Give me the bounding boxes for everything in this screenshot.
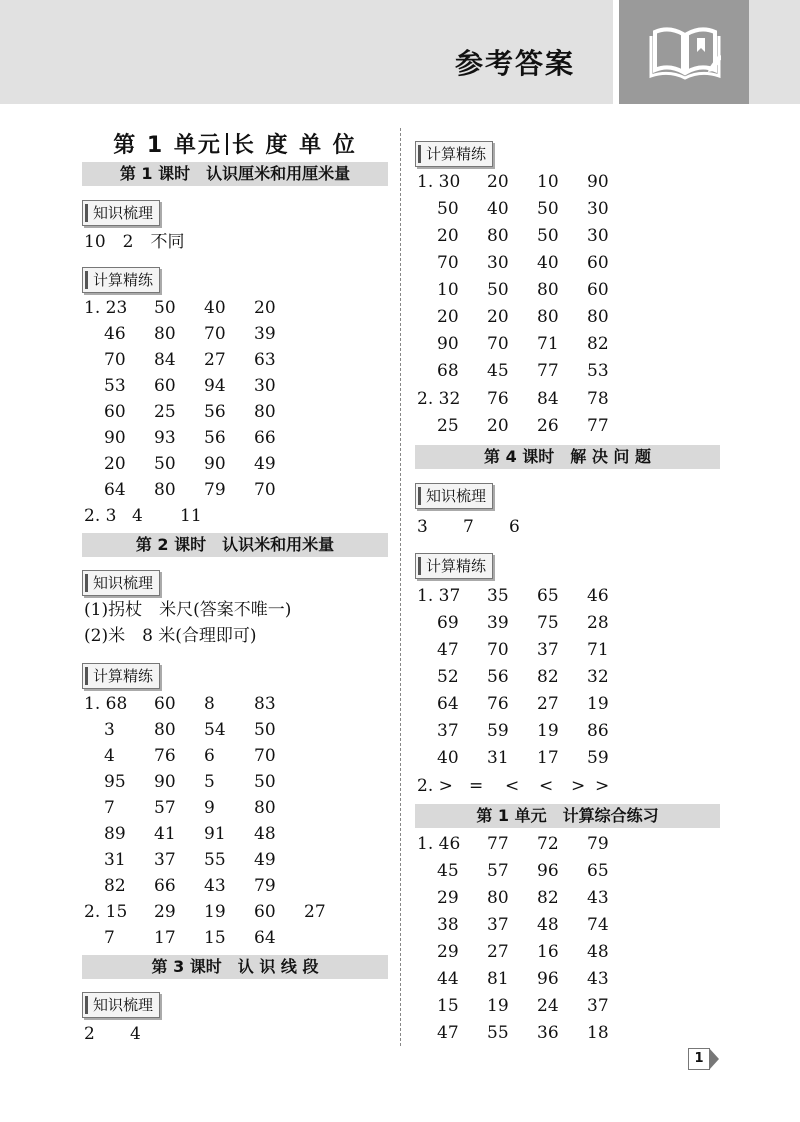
- answer-value: 80: [487, 226, 509, 246]
- answer-value: 30: [254, 376, 276, 396]
- answer-value: 2. 15: [84, 902, 128, 922]
- answer-value: 27: [304, 902, 326, 922]
- answer-value: 80: [587, 307, 609, 327]
- practice-tag: 计算精练: [82, 267, 160, 293]
- answer-value: 60: [587, 253, 609, 273]
- answer-value: 60: [154, 694, 176, 714]
- answer-value: 45: [487, 361, 509, 381]
- answer-value: <: [505, 776, 520, 796]
- answer-row: [415, 994, 715, 1018]
- answer-row: [415, 638, 715, 662]
- answer-value: 5: [204, 772, 215, 792]
- answer-value: 43: [587, 969, 609, 989]
- answer-value: 82: [537, 667, 559, 687]
- lesson-4-title: 第 4 课时 解 决 问 题: [415, 445, 720, 469]
- answer-value: 50: [487, 280, 509, 300]
- answer-value: 10: [537, 172, 559, 192]
- answer-row: [415, 886, 715, 910]
- answer-value: 53: [587, 361, 609, 381]
- answer-row: [415, 832, 715, 856]
- answer-value: 49: [254, 454, 276, 474]
- answer-row: [82, 692, 382, 716]
- answer-value: 44: [437, 969, 459, 989]
- answer-row: [82, 504, 382, 528]
- answer-value: 1. 23: [84, 298, 128, 318]
- answer-value: 82: [537, 888, 559, 908]
- answer-value: 46: [587, 586, 609, 606]
- answer-row: [82, 900, 382, 924]
- answer-value: 50: [537, 199, 559, 219]
- answer-row: [82, 478, 382, 502]
- answer-value: 2. 3: [84, 506, 117, 526]
- answer-value: 40: [487, 199, 509, 219]
- answer-value: 90: [204, 454, 226, 474]
- answer-value: 70: [437, 253, 459, 273]
- page-title: 参考答案: [455, 47, 576, 80]
- answer-value: 20: [437, 226, 459, 246]
- answer-value: 7: [463, 517, 474, 537]
- unit-title: [82, 128, 388, 159]
- answer-row: [415, 967, 715, 991]
- answer-row: [82, 322, 382, 346]
- answer-value: 29: [154, 902, 176, 922]
- answer-value: 70: [254, 480, 276, 500]
- knowledge-tag: 知识梳理: [82, 200, 160, 226]
- answer-value: 2. >: [417, 776, 453, 796]
- header-icon-box: [613, 0, 749, 104]
- answer-value: 8: [204, 694, 215, 714]
- answer-value: 69: [437, 613, 459, 633]
- answer-row: [82, 718, 382, 742]
- answer-row: [415, 665, 715, 689]
- answer-value: 36: [537, 1023, 559, 1043]
- answer-value: 50: [154, 298, 176, 318]
- answer-value: 81: [487, 969, 509, 989]
- answer-value: 1. 30: [417, 172, 461, 192]
- answer-value: 83: [254, 694, 276, 714]
- answer-value: 74: [587, 915, 609, 935]
- answer-value: 80: [154, 720, 176, 740]
- knowledge-answer-1: (1)拐杖 米尺(答案不唯一): [84, 600, 292, 620]
- answer-value: 52: [437, 667, 459, 687]
- lesson-1-title: 第 1 课时 认识厘米和用厘米量: [82, 162, 388, 186]
- practice-tag: 计算精练: [82, 663, 160, 689]
- knowledge-answer: 10 2 不同: [84, 232, 185, 252]
- answer-value: 70: [487, 640, 509, 660]
- answer-value: 29: [437, 888, 459, 908]
- answer-value: 84: [537, 389, 559, 409]
- answer-row: [82, 348, 382, 372]
- answer-value: 71: [537, 334, 559, 354]
- answer-row: [415, 332, 715, 356]
- answer-value: 53: [104, 376, 126, 396]
- answer-value: 77: [587, 416, 609, 436]
- answer-value: 66: [154, 876, 176, 896]
- answer-value: 77: [537, 361, 559, 381]
- answer-value: =: [469, 776, 484, 796]
- answer-value: 28: [587, 613, 609, 633]
- answer-row: [415, 746, 715, 770]
- answer-value: 80: [537, 307, 559, 327]
- answer-value: 48: [254, 824, 276, 844]
- answer-value: 4: [104, 746, 115, 766]
- answer-value: 19: [204, 902, 226, 922]
- answer-value: 1. 46: [417, 834, 461, 854]
- answer-value: 37: [437, 721, 459, 741]
- answer-value: 40: [204, 298, 226, 318]
- answer-value: 65: [537, 586, 559, 606]
- answer-value: 60: [104, 402, 126, 422]
- answer-value: 37: [487, 915, 509, 935]
- answer-value: 79: [587, 834, 609, 854]
- answer-value: 76: [487, 389, 509, 409]
- answer-value: 96: [537, 969, 559, 989]
- answer-value: 80: [154, 480, 176, 500]
- answer-value: 50: [537, 226, 559, 246]
- answer-value: 93: [154, 428, 176, 448]
- answer-value: 76: [154, 746, 176, 766]
- answer-value: 20: [487, 172, 509, 192]
- knowledge-tag: 知识梳理: [415, 483, 493, 509]
- answer-value: 55: [204, 850, 226, 870]
- answer-row: [82, 426, 382, 450]
- answer-value: 90: [587, 172, 609, 192]
- answer-value: >: [571, 776, 586, 796]
- answer-value: 72: [537, 834, 559, 854]
- answer-value: 84: [154, 350, 176, 370]
- answer-row: [82, 796, 382, 820]
- answer-value: 3: [104, 720, 115, 740]
- answer-row: [415, 774, 715, 798]
- answer-value: 75: [537, 613, 559, 633]
- answer-value: 11: [180, 506, 202, 526]
- answer-value: 27: [487, 942, 509, 962]
- answer-value: 50: [437, 199, 459, 219]
- answer-row: [415, 913, 715, 937]
- answer-value: 20: [437, 307, 459, 327]
- knowledge-tag: 知识梳理: [82, 570, 160, 596]
- answer-value: 63: [254, 350, 276, 370]
- answer-value: 80: [254, 798, 276, 818]
- answer-row: [415, 387, 715, 411]
- answer-row: [415, 515, 715, 539]
- answer-value: 39: [254, 324, 276, 344]
- answer-value: 79: [204, 480, 226, 500]
- answer-value: >: [595, 776, 610, 796]
- answer-value: 7: [104, 928, 115, 948]
- answer-value: 27: [204, 350, 226, 370]
- answer-row: [415, 359, 715, 383]
- answer-value: 64: [437, 694, 459, 714]
- answer-value: 27: [537, 694, 559, 714]
- answer-value: 71: [587, 640, 609, 660]
- review-title: 第 1 单元 计算综合练习: [415, 804, 720, 828]
- answer-value: 24: [537, 996, 559, 1016]
- answer-row: [415, 251, 715, 275]
- answer-value: 90: [437, 334, 459, 354]
- answer-row: [415, 584, 715, 608]
- answer-value: 70: [204, 324, 226, 344]
- knowledge-answer-2: (2)米 8 米(合理即可): [84, 626, 257, 646]
- answer-value: 86: [587, 721, 609, 741]
- knowledge-tag: 知识梳理: [82, 992, 160, 1018]
- answer-row: [82, 848, 382, 872]
- answer-row: [82, 822, 382, 846]
- answer-value: 94: [204, 376, 226, 396]
- answer-value: 37: [537, 640, 559, 660]
- answer-row: [415, 611, 715, 635]
- answer-row: [82, 770, 382, 794]
- answer-value: 80: [254, 402, 276, 422]
- answer-row: [82, 374, 382, 398]
- answer-row: [415, 940, 715, 964]
- answer-value: 17: [537, 748, 559, 768]
- answer-value: 91: [204, 824, 226, 844]
- answer-row: [415, 414, 715, 438]
- answer-value: 35: [487, 586, 509, 606]
- answer-row: [415, 305, 715, 329]
- answer-value: 80: [537, 280, 559, 300]
- answer-value: 16: [537, 942, 559, 962]
- answer-value: 77: [487, 834, 509, 854]
- answer-value: 2. 32: [417, 389, 461, 409]
- answer-value: 70: [254, 746, 276, 766]
- answer-value: 20: [254, 298, 276, 318]
- answer-value: 59: [487, 721, 509, 741]
- answer-value: 90: [154, 772, 176, 792]
- answer-row: [82, 874, 382, 898]
- answer-value: 30: [587, 199, 609, 219]
- answer-value: 39: [487, 613, 509, 633]
- answer-value: 48: [587, 942, 609, 962]
- answer-value: 56: [204, 402, 226, 422]
- answer-value: 20: [487, 416, 509, 436]
- answer-value: 80: [154, 324, 176, 344]
- answer-value: 46: [104, 324, 126, 344]
- answer-row: [415, 1021, 715, 1045]
- practice-tag: 计算精练: [415, 553, 493, 579]
- answer-value: 79: [254, 876, 276, 896]
- answer-value: 7: [104, 798, 115, 818]
- answer-value: 49: [254, 850, 276, 870]
- answer-value: 32: [587, 667, 609, 687]
- book-pencil-icon: [649, 24, 721, 80]
- answer-value: 9: [204, 798, 215, 818]
- answer-value: 76: [487, 694, 509, 714]
- answer-value: 55: [487, 1023, 509, 1043]
- answer-row: [415, 197, 715, 221]
- answer-value: 15: [204, 928, 226, 948]
- answer-value: 64: [254, 928, 276, 948]
- answer-value: 25: [437, 416, 459, 436]
- answer-value: 66: [254, 428, 276, 448]
- answer-value: 40: [437, 748, 459, 768]
- lesson-3-title: 第 3 课时 认 识 线 段: [82, 955, 388, 979]
- answer-row: [82, 1022, 382, 1046]
- answer-value: 4: [132, 506, 143, 526]
- answer-value: 25: [154, 402, 176, 422]
- answer-value: 19: [537, 721, 559, 741]
- answer-value: 50: [154, 454, 176, 474]
- practice-tag: 计算精练: [415, 141, 493, 167]
- answer-value: 45: [437, 861, 459, 881]
- answer-value: 18: [587, 1023, 609, 1043]
- answer-value: 60: [154, 376, 176, 396]
- answer-value: 47: [437, 1023, 459, 1043]
- answer-value: 50: [254, 720, 276, 740]
- answer-value: 30: [487, 253, 509, 273]
- answer-row: [82, 744, 382, 768]
- answer-value: 68: [437, 361, 459, 381]
- answer-value: 90: [104, 428, 126, 448]
- answer-value: 4: [130, 1024, 141, 1044]
- answer-value: 60: [587, 280, 609, 300]
- answer-value: <: [539, 776, 554, 796]
- answer-value: 19: [587, 694, 609, 714]
- answer-value: 57: [487, 861, 509, 881]
- answer-value: 56: [204, 428, 226, 448]
- page-number: 1: [688, 1048, 710, 1070]
- answer-value: 17: [154, 928, 176, 948]
- answer-value: 96: [537, 861, 559, 881]
- unit-name: 长 度 单 位: [231, 133, 357, 158]
- answer-value: 43: [587, 888, 609, 908]
- answer-value: 20: [487, 307, 509, 327]
- answer-value: 78: [587, 389, 609, 409]
- answer-value: 43: [204, 876, 226, 896]
- answer-value: 19: [487, 996, 509, 1016]
- answer-value: 6: [204, 746, 215, 766]
- answer-value: 6: [509, 517, 520, 537]
- answer-row: [415, 278, 715, 302]
- answer-value: 59: [587, 748, 609, 768]
- answer-value: 48: [537, 915, 559, 935]
- answer-value: 57: [154, 798, 176, 818]
- answer-value: 50: [254, 772, 276, 792]
- column-divider: [400, 128, 401, 1046]
- answer-value: 30: [587, 226, 609, 246]
- answer-value: 70: [104, 350, 126, 370]
- answer-value: 60: [254, 902, 276, 922]
- answer-value: 82: [104, 876, 126, 896]
- answer-value: 70: [487, 334, 509, 354]
- answer-row: [415, 859, 715, 883]
- answer-value: 56: [487, 667, 509, 687]
- answer-value: 64: [104, 480, 126, 500]
- answer-value: 89: [104, 824, 126, 844]
- answer-value: 29: [437, 942, 459, 962]
- answer-value: 31: [104, 850, 126, 870]
- answer-value: 26: [537, 416, 559, 436]
- answer-value: 10: [437, 280, 459, 300]
- answer-value: 20: [104, 454, 126, 474]
- answer-value: 1. 37: [417, 586, 461, 606]
- answer-value: 15: [437, 996, 459, 1016]
- answer-value: 41: [154, 824, 176, 844]
- answer-row: [415, 224, 715, 248]
- answer-value: 3: [417, 517, 428, 537]
- unit-number: 第 1 单元: [113, 133, 222, 158]
- answer-value: 2: [84, 1024, 95, 1044]
- answer-value: 31: [487, 748, 509, 768]
- answer-value: 37: [154, 850, 176, 870]
- lesson-2-title: 第 2 课时 认识米和用米量: [82, 533, 388, 557]
- answer-row: [82, 926, 382, 950]
- answer-value: 1. 68: [84, 694, 128, 714]
- answer-value: 40: [537, 253, 559, 273]
- answer-value: 37: [587, 996, 609, 1016]
- answer-value: 80: [487, 888, 509, 908]
- answer-row: [415, 719, 715, 743]
- answer-row: [82, 452, 382, 476]
- answer-row: [415, 170, 715, 194]
- answer-value: 82: [587, 334, 609, 354]
- answer-value: 47: [437, 640, 459, 660]
- answer-value: 54: [204, 720, 226, 740]
- answer-row: [415, 692, 715, 716]
- answer-row: [82, 296, 382, 320]
- title-separator: [226, 133, 228, 155]
- answer-value: 95: [104, 772, 126, 792]
- answer-value: 65: [587, 861, 609, 881]
- answer-row: [82, 400, 382, 424]
- answer-value: 38: [437, 915, 459, 935]
